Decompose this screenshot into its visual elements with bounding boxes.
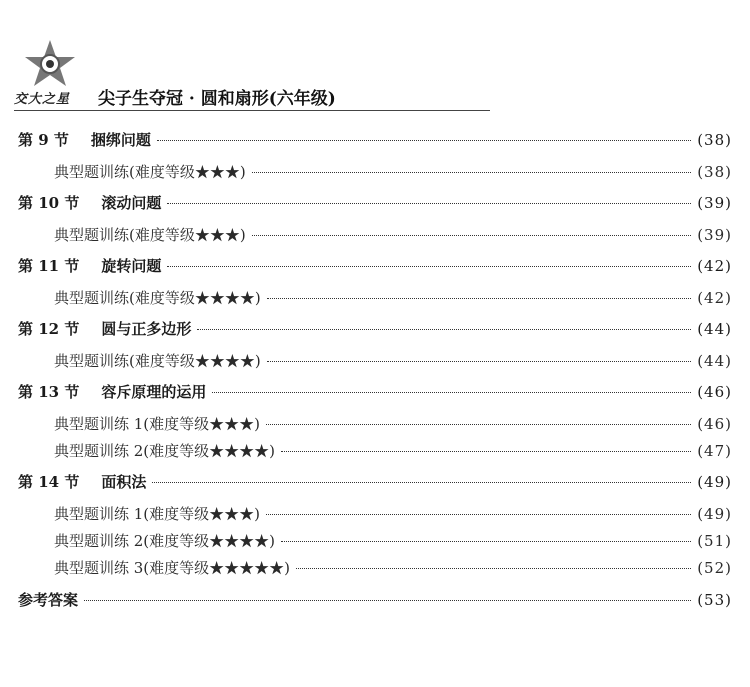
toc-entry-title: 典型题训练(难度等级★★★★)	[54, 352, 261, 370]
dot-leader	[252, 172, 691, 173]
toc-entry-title: 容斥原理的运用	[101, 383, 207, 401]
toc-sub-entry	[18, 163, 732, 181]
dot-leader	[296, 568, 691, 569]
dot-leader	[252, 235, 691, 236]
logo-text: 交大之星	[14, 92, 71, 107]
toc-entry-title: 典型题训练 2(难度等级★★★★)	[54, 532, 276, 550]
toc-page-number: (39)	[697, 194, 732, 212]
toc-page-number: (46)	[697, 415, 732, 433]
toc-sub-entry	[18, 442, 732, 460]
dot-leader	[267, 298, 691, 299]
toc-chapter-entry	[18, 473, 732, 491]
toc-page-number: (39)	[697, 226, 732, 244]
toc-entry-title: 典型题训练(难度等级★★★)	[54, 163, 246, 181]
toc-sub-entry	[18, 559, 732, 577]
toc-entry-title: 面积法	[101, 473, 147, 491]
toc-sub-entry	[18, 352, 732, 370]
toc-page-number: (42)	[697, 257, 732, 275]
toc-entry-title: 旋转问题	[101, 257, 162, 275]
toc-page-number: (44)	[697, 320, 732, 338]
toc-entry-title: 捆绑问题	[90, 131, 151, 149]
toc-entry-title: 典型题训练 2(难度等级★★★★)	[54, 442, 276, 460]
toc-page-number: (49)	[697, 505, 732, 523]
dot-leader	[84, 600, 691, 601]
toc-section-number: 第 11 节	[18, 257, 80, 275]
toc-entry-title: 圆与正多边形	[101, 320, 192, 338]
toc-entry-title: 典型题训练(难度等级★★★★)	[54, 289, 261, 307]
toc-sub-entry	[18, 505, 732, 523]
dot-leader	[157, 140, 691, 141]
toc-page-number: (38)	[697, 131, 732, 149]
toc-entry-title: 典型题训练 3(难度等级★★★★★)	[54, 559, 291, 577]
dot-leader	[267, 361, 691, 362]
toc-entry-title: 典型题训练 1(难度等级★★★)	[54, 415, 261, 433]
toc-sub-entry	[18, 532, 732, 550]
dot-leader	[266, 514, 691, 515]
toc-chapter-entry	[18, 131, 732, 149]
toc-chapter-entry	[18, 194, 732, 212]
toc-section-number: 第 9 节	[18, 131, 69, 149]
dot-leader	[212, 392, 691, 393]
dot-leader	[167, 266, 691, 267]
toc-page-number: (53)	[697, 591, 732, 609]
dot-leader	[266, 424, 691, 425]
toc-page-number: (38)	[697, 163, 732, 181]
header-divider	[14, 110, 490, 111]
dot-leader	[152, 482, 691, 483]
dot-leader	[197, 329, 691, 330]
logo	[14, 38, 86, 108]
toc-page-number: (51)	[697, 532, 732, 550]
page-header	[14, 38, 490, 114]
toc-sub-entry	[18, 289, 732, 307]
toc-page-number: (47)	[697, 442, 732, 460]
dot-leader	[281, 541, 691, 542]
toc-section-number: 第 13 节	[18, 383, 80, 401]
dot-leader	[167, 203, 691, 204]
toc-entry-title: 滚动问题	[101, 194, 162, 212]
toc-entry-title: 典型题训练(难度等级★★★)	[54, 226, 246, 244]
toc-section-number: 第 14 节	[18, 473, 80, 491]
toc-chapter-entry	[18, 591, 732, 609]
toc-section-number: 第 12 节	[18, 320, 80, 338]
toc-entry-title: 参考答案	[18, 591, 79, 609]
toc-page-number: (42)	[697, 289, 732, 307]
toc-page-number: (49)	[697, 473, 732, 491]
toc-entry-title: 典型题训练 1(难度等级★★★)	[54, 505, 261, 523]
star-logo-icon	[20, 38, 80, 90]
toc-section-number: 第 10 节	[18, 194, 80, 212]
toc-page-number: (44)	[697, 352, 732, 370]
toc-chapter-entry	[18, 320, 732, 338]
toc-page-number: (46)	[697, 383, 732, 401]
book-title: 尖子生夺冠 · 圆和扇形(六年级)	[98, 89, 336, 109]
toc-chapter-entry	[18, 383, 732, 401]
dot-leader	[281, 451, 691, 452]
toc-page-number: (52)	[697, 559, 732, 577]
toc-sub-entry	[18, 415, 732, 433]
toc-chapter-entry	[18, 257, 732, 275]
toc-sub-entry	[18, 226, 732, 244]
